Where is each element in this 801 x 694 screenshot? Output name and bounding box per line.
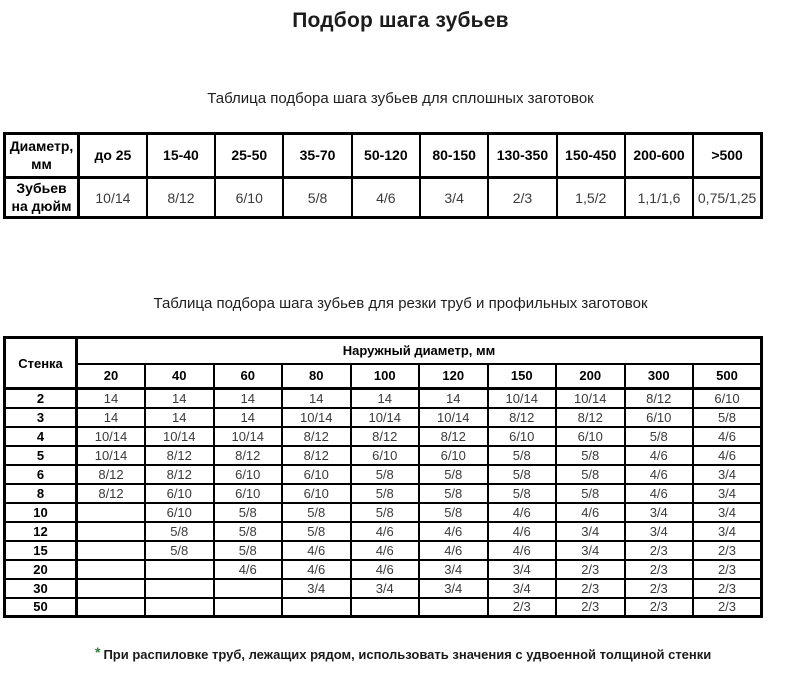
tooth-pitch-cell: 14	[145, 389, 214, 408]
tooth-pitch-cell: 10/14	[145, 427, 214, 446]
diameter-column-header-cell: 60	[214, 364, 283, 389]
tooth-pitch-cell: 8/12	[419, 427, 488, 446]
tooth-pitch-cell: 3/4	[420, 178, 488, 218]
wall-thickness-cell: 20	[5, 560, 77, 579]
tooth-pitch-cell: 3/4	[488, 579, 557, 598]
tooth-pitch-cell: 8/12	[77, 484, 146, 503]
wall-thickness-row	[5, 446, 762, 465]
wall-thickness-cell: 10	[5, 503, 77, 522]
tooth-pitch-cell: 3/4	[625, 503, 694, 522]
tooth-pitch-cell: 8/12	[282, 446, 351, 465]
wall-thickness-row	[5, 408, 762, 427]
tooth-pitch-cell: 3/4	[556, 541, 625, 560]
diameter-header-cell: Диаметр, мм	[5, 134, 79, 178]
tooth-pitch-cell: 10/14	[419, 408, 488, 427]
tooth-pitch-cell: 8/12	[214, 446, 283, 465]
diameter-range-header-cell: 80-150	[420, 134, 488, 178]
diameter-column-header-cell: 20	[77, 364, 146, 389]
tooth-pitch-cell: 14	[77, 408, 146, 427]
tooth-pitch-cell: 3/4	[693, 465, 762, 484]
tooth-pitch-cell	[145, 598, 214, 617]
tooth-pitch-cell: 14	[77, 389, 146, 408]
tooth-pitch-cell: 6/10	[215, 178, 283, 218]
tooth-pitch-cell	[419, 598, 488, 617]
diameter-range-header-cell: 150-450	[557, 134, 625, 178]
tooth-pitch-cell: 6/10	[145, 503, 214, 522]
diameter-range-header-cell: 35-70	[283, 134, 351, 178]
wall-thickness-row	[5, 541, 762, 560]
table2-group-header-row	[5, 338, 762, 364]
tooth-pitch-cell: 1,5/2	[557, 178, 625, 218]
tooth-pitch-cell: 10/14	[77, 446, 146, 465]
tooth-pitch-cell: 3/4	[419, 579, 488, 598]
tooth-pitch-cell: 0,75/1,25	[693, 178, 761, 218]
tooth-pitch-cell: 4/6	[693, 427, 762, 446]
tooth-pitch-cell: 4/6	[556, 503, 625, 522]
tooth-pitch-cell	[77, 541, 146, 560]
diameter-range-header-cell: 50-120	[352, 134, 420, 178]
tooth-pitch-cell: 2/3	[625, 560, 694, 579]
tooth-pitch-cell: 4/6	[351, 522, 420, 541]
diameter-range-header-cell: 25-50	[215, 134, 283, 178]
wall-thickness-cell: 4	[5, 427, 77, 446]
diameter-range-header-cell: 200-600	[625, 134, 693, 178]
diameter-range-header-cell: 15-40	[147, 134, 215, 178]
diameter-range-header-cell: до 25	[79, 134, 147, 178]
tooth-pitch-cell: 2/3	[693, 579, 762, 598]
tooth-pitch-cell	[77, 522, 146, 541]
teeth-per-inch-label-cell: Зубьев на дюйм	[5, 178, 79, 218]
asterisk-marker: *	[95, 644, 101, 660]
tooth-pitch-cell: 3/4	[488, 560, 557, 579]
tooth-pitch-cell: 6/10	[214, 465, 283, 484]
diameter-column-header-cell: 40	[145, 364, 214, 389]
tooth-pitch-cell: 4/6	[693, 446, 762, 465]
tooth-pitch-cell: 6/10	[214, 484, 283, 503]
page-title: Подбор шага зубьев	[292, 9, 509, 32]
tooth-pitch-cell: 8/12	[556, 408, 625, 427]
tooth-pitch-cell: 8/12	[488, 408, 557, 427]
tooth-pitch-cell: 4/6	[625, 465, 694, 484]
tooth-pitch-cell: 8/12	[145, 465, 214, 484]
tooth-pitch-cell: 6/10	[556, 427, 625, 446]
tooth-pitch-cell	[145, 560, 214, 579]
wall-thickness-header-cell: Стенка	[5, 338, 77, 389]
table2-column-header-row	[5, 364, 762, 389]
tooth-pitch-cell: 2/3	[625, 541, 694, 560]
tooth-pitch-cell	[214, 598, 283, 617]
tooth-pitch-cell: 2/3	[625, 598, 694, 617]
tooth-pitch-cell: 8/12	[351, 427, 420, 446]
wall-thickness-row	[5, 465, 762, 484]
wall-thickness-cell: 12	[5, 522, 77, 541]
tooth-pitch-cell: 5/8	[419, 465, 488, 484]
diameter-column-header-cell: 120	[419, 364, 488, 389]
tooth-pitch-cell	[145, 579, 214, 598]
tooth-pitch-cell: 8/12	[145, 446, 214, 465]
tooth-pitch-cell: 2/3	[693, 541, 762, 560]
tooth-pitch-cell: 5/8	[351, 503, 420, 522]
table1-header-row	[5, 134, 762, 178]
tooth-pitch-cell	[77, 579, 146, 598]
wall-thickness-cell: 15	[5, 541, 77, 560]
tooth-pitch-cell: 5/8	[214, 522, 283, 541]
tooth-pitch-cell: 3/4	[625, 522, 694, 541]
wall-thickness-row	[5, 522, 762, 541]
tooth-pitch-cell	[282, 598, 351, 617]
tooth-pitch-cell: 3/4	[419, 560, 488, 579]
footnote-text: При распиловке труб, лежащих рядом, использовать значения с удвоенной толщиной стенки	[103, 647, 712, 662]
tooth-pitch-cell: 10/14	[77, 427, 146, 446]
tooth-pitch-cell: 4/6	[625, 446, 694, 465]
tooth-pitch-cell: 4/6	[488, 541, 557, 560]
tooth-pitch-cell: 6/10	[145, 484, 214, 503]
tooth-pitch-cell: 2/3	[488, 598, 557, 617]
wall-thickness-cell: 5	[5, 446, 77, 465]
tooth-pitch-cell: 5/8	[556, 465, 625, 484]
tooth-pitch-cell: 3/4	[556, 522, 625, 541]
diameter-column-header-cell: 300	[625, 364, 694, 389]
wall-thickness-cell: 50	[5, 598, 77, 617]
tooth-pitch-cell: 4/6	[419, 541, 488, 560]
tooth-pitch-cell: 8/12	[625, 389, 694, 408]
tooth-pitch-cell: 14	[419, 389, 488, 408]
tooth-pitch-cell: 4/6	[351, 560, 420, 579]
table2-caption: Таблица подбора шага зубьев для резки труб и профильных заготовок	[153, 295, 648, 312]
table1-values-row	[5, 178, 762, 218]
tooth-pitch-cell: 4/6	[351, 541, 420, 560]
tooth-pitch-cell: 5/8	[556, 484, 625, 503]
tooth-pitch-cell: 10/14	[79, 178, 147, 218]
tooth-pitch-cell: 5/8	[351, 465, 420, 484]
tooth-pitch-cell: 4/6	[282, 541, 351, 560]
tooth-pitch-cell: 14	[214, 408, 283, 427]
tooth-pitch-cell	[77, 503, 146, 522]
tooth-pitch-cell: 1,1/1,6	[625, 178, 693, 218]
table1-caption: Таблица подбора шага зубьев для сплошных заготовок	[207, 90, 594, 107]
diameter-column-header-cell: 80	[282, 364, 351, 389]
tooth-pitch-cell: 2/3	[488, 178, 556, 218]
tooth-pitch-cell: 3/4	[351, 579, 420, 598]
tooth-pitch-cell: 5/8	[283, 178, 351, 218]
tooth-pitch-cell: 4/6	[214, 560, 283, 579]
tooth-pitch-cell: 5/8	[145, 522, 214, 541]
tooth-pitch-cell: 5/8	[625, 427, 694, 446]
tooth-pitch-cell: 5/8	[488, 484, 557, 503]
tooth-pitch-cell: 14	[214, 389, 283, 408]
tooth-pitch-cell: 6/10	[488, 427, 557, 446]
tooth-pitch-cell: 5/8	[556, 446, 625, 465]
diameter-range-header-cell: 130-350	[488, 134, 556, 178]
tooth-pitch-cell: 4/6	[488, 522, 557, 541]
tooth-pitch-cell: 2/3	[556, 598, 625, 617]
wall-thickness-row	[5, 579, 762, 598]
tooth-pitch-cell: 3/4	[282, 579, 351, 598]
tooth-pitch-cell: 5/8	[145, 541, 214, 560]
tooth-pitch-cell: 2/3	[556, 579, 625, 598]
tooth-pitch-cell: 10/14	[214, 427, 283, 446]
tooth-pitch-cell: 14	[145, 408, 214, 427]
wall-thickness-row	[5, 427, 762, 446]
tooth-pitch-cell: 2/3	[556, 560, 625, 579]
tooth-pitch-cell: 2/3	[625, 579, 694, 598]
tooth-pitch-cell: 5/8	[214, 503, 283, 522]
wall-thickness-row	[5, 389, 762, 408]
wall-thickness-cell: 6	[5, 465, 77, 484]
tooth-pitch-cell: 6/10	[351, 446, 420, 465]
tooth-pitch-cell: 6/10	[625, 408, 694, 427]
tooth-pitch-cell: 10/14	[488, 389, 557, 408]
tooth-pitch-cell: 2/3	[693, 598, 762, 617]
wall-thickness-row	[5, 503, 762, 522]
tooth-pitch-cell: 6/10	[419, 446, 488, 465]
wall-thickness-row	[5, 560, 762, 579]
tooth-pitch-cell: 6/10	[282, 465, 351, 484]
wall-thickness-row	[5, 598, 762, 617]
wall-thickness-cell: 30	[5, 579, 77, 598]
tooth-pitch-cell: 4/6	[625, 484, 694, 503]
wall-thickness-cell: 3	[5, 408, 77, 427]
tooth-pitch-cell: 5/8	[419, 503, 488, 522]
tooth-pitch-cell: 5/8	[214, 541, 283, 560]
tooth-pitch-cell: 5/8	[282, 503, 351, 522]
tooth-pitch-cell	[214, 579, 283, 598]
tooth-pitch-cell: 5/8	[488, 446, 557, 465]
tooth-pitch-cell: 6/10	[693, 389, 762, 408]
tooth-pitch-cell: 8/12	[282, 427, 351, 446]
tooth-pitch-cell: 10/14	[282, 408, 351, 427]
diameter-column-header-cell: 150	[488, 364, 557, 389]
tube-profile-table	[3, 336, 763, 618]
solid-workpiece-table	[3, 132, 763, 219]
tooth-pitch-cell: 4/6	[352, 178, 420, 218]
diameter-column-header-cell: 100	[351, 364, 420, 389]
diameter-column-header-cell: 200	[556, 364, 625, 389]
tooth-pitch-cell	[77, 598, 146, 617]
tooth-pitch-cell: 14	[351, 389, 420, 408]
tooth-pitch-cell: 4/6	[488, 503, 557, 522]
tooth-pitch-cell: 10/14	[351, 408, 420, 427]
diameter-column-header-cell: 500	[693, 364, 762, 389]
tooth-pitch-cell: 3/4	[693, 484, 762, 503]
tooth-pitch-cell: 5/8	[419, 484, 488, 503]
tooth-pitch-cell: 5/8	[488, 465, 557, 484]
tooth-pitch-cell: 10/14	[556, 389, 625, 408]
tooth-pitch-cell: 3/4	[693, 522, 762, 541]
diameter-range-header-cell: >500	[693, 134, 761, 178]
tooth-pitch-cell: 4/6	[419, 522, 488, 541]
wall-thickness-cell: 8	[5, 484, 77, 503]
tooth-pitch-cell: 5/8	[693, 408, 762, 427]
tooth-pitch-cell: 5/8	[282, 522, 351, 541]
footnote	[95, 644, 801, 662]
tooth-pitch-cell: 8/12	[147, 178, 215, 218]
tooth-pitch-cell	[77, 560, 146, 579]
tooth-pitch-cell: 4/6	[282, 560, 351, 579]
tooth-pitch-cell: 5/8	[351, 484, 420, 503]
wall-thickness-row	[5, 484, 762, 503]
tooth-pitch-cell: 6/10	[282, 484, 351, 503]
tooth-pitch-cell: 3/4	[693, 503, 762, 522]
wall-thickness-cell: 2	[5, 389, 77, 408]
table2-body	[5, 389, 762, 617]
tooth-pitch-cell	[351, 598, 420, 617]
tooth-pitch-cell: 2/3	[693, 560, 762, 579]
tooth-pitch-cell: 8/12	[77, 465, 146, 484]
tooth-pitch-cell: 14	[282, 389, 351, 408]
outer-diameter-group-header: Наружный диаметр, мм	[77, 338, 762, 364]
